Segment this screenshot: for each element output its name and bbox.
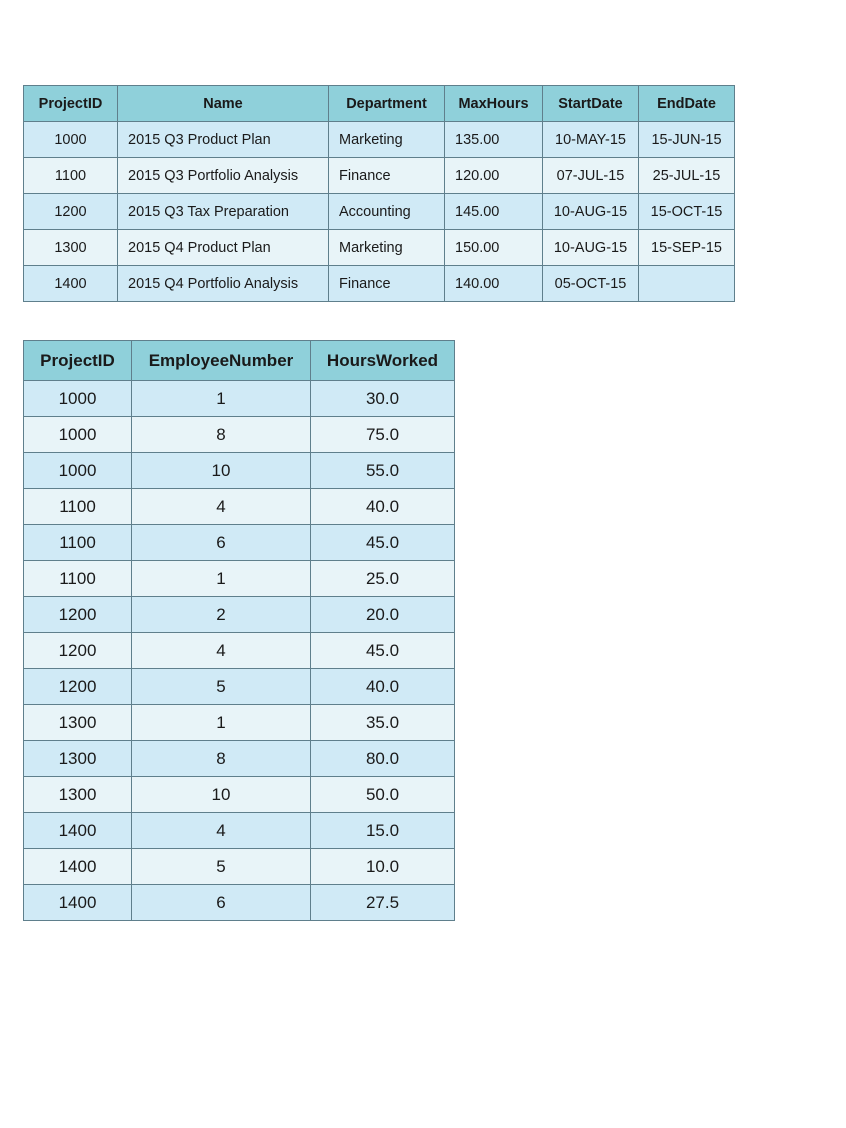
project-header-maxhours: MaxHours <box>445 86 543 122</box>
assignment-project-id-cell: 1300 <box>24 777 132 813</box>
table-row <box>24 453 455 489</box>
assignment-table <box>23 340 455 921</box>
hours-worked-cell: 20.0 <box>311 597 455 633</box>
assignment-header-hoursworked: HoursWorked <box>311 341 455 381</box>
table-row <box>24 417 455 453</box>
employee-number-cell: 4 <box>132 633 311 669</box>
project-table-header-row <box>24 86 735 122</box>
table-row <box>24 266 735 302</box>
max-hours-cell: 120.00 <box>445 158 543 194</box>
table-row <box>24 194 735 230</box>
assignment-project-id-cell: 1200 <box>24 597 132 633</box>
project-header-name: Name <box>118 86 329 122</box>
table-row <box>24 705 455 741</box>
start-date-cell: 07-JUL-15 <box>543 158 639 194</box>
table-row <box>24 122 735 158</box>
table-row <box>24 597 455 633</box>
max-hours-cell: 135.00 <box>445 122 543 158</box>
department-cell: Finance <box>329 266 445 302</box>
start-date-cell: 05-OCT-15 <box>543 266 639 302</box>
table-row <box>24 381 455 417</box>
assignment-project-id-cell: 1100 <box>24 489 132 525</box>
project-header-projectid: ProjectID <box>24 86 118 122</box>
project-id-cell: 1200 <box>24 194 118 230</box>
table-row <box>24 813 455 849</box>
department-cell: Finance <box>329 158 445 194</box>
assignment-project-id-cell: 1300 <box>24 741 132 777</box>
end-date-cell: 25-JUL-15 <box>639 158 735 194</box>
table-row <box>24 158 735 194</box>
assignment-project-id-cell: 1000 <box>24 453 132 489</box>
start-date-cell: 10-AUG-15 <box>543 230 639 266</box>
department-cell: Marketing <box>329 230 445 266</box>
project-table <box>23 85 735 302</box>
hours-worked-cell: 35.0 <box>311 705 455 741</box>
project-id-cell: 1300 <box>24 230 118 266</box>
project-name-cell: 2015 Q3 Tax Preparation <box>118 194 329 230</box>
assignment-project-id-cell: 1100 <box>24 561 132 597</box>
employee-number-cell: 1 <box>132 561 311 597</box>
department-cell: Accounting <box>329 194 445 230</box>
table-row <box>24 849 455 885</box>
employee-number-cell: 6 <box>132 525 311 561</box>
assignment-project-id-cell: 1300 <box>24 705 132 741</box>
assignment-header-employeenumber: EmployeeNumber <box>132 341 311 381</box>
employee-number-cell: 4 <box>132 813 311 849</box>
department-cell: Marketing <box>329 122 445 158</box>
project-name-cell: 2015 Q3 Portfolio Analysis <box>118 158 329 194</box>
assignment-project-id-cell: 1000 <box>24 381 132 417</box>
start-date-cell: 10-AUG-15 <box>543 194 639 230</box>
end-date-cell: 15-SEP-15 <box>639 230 735 266</box>
hours-worked-cell: 80.0 <box>311 741 455 777</box>
project-header-department: Department <box>329 86 445 122</box>
employee-number-cell: 8 <box>132 417 311 453</box>
table-row <box>24 561 455 597</box>
hours-worked-cell: 25.0 <box>311 561 455 597</box>
employee-number-cell: 10 <box>132 777 311 813</box>
assignment-header-projectid: ProjectID <box>24 341 132 381</box>
table-row <box>24 489 455 525</box>
project-name-cell: 2015 Q4 Product Plan <box>118 230 329 266</box>
employee-number-cell: 10 <box>132 453 311 489</box>
table-row <box>24 230 735 266</box>
hours-worked-cell: 75.0 <box>311 417 455 453</box>
max-hours-cell: 150.00 <box>445 230 543 266</box>
hours-worked-cell: 55.0 <box>311 453 455 489</box>
project-name-cell: 2015 Q4 Portfolio Analysis <box>118 266 329 302</box>
project-header-enddate: EndDate <box>639 86 735 122</box>
assignment-project-id-cell: 1000 <box>24 417 132 453</box>
end-date-cell: 15-OCT-15 <box>639 194 735 230</box>
assignment-project-id-cell: 1400 <box>24 813 132 849</box>
assignment-project-id-cell: 1400 <box>24 885 132 921</box>
employee-number-cell: 8 <box>132 741 311 777</box>
employee-number-cell: 5 <box>132 849 311 885</box>
employee-number-cell: 4 <box>132 489 311 525</box>
table-row <box>24 885 455 921</box>
assignment-project-id-cell: 1200 <box>24 669 132 705</box>
max-hours-cell: 140.00 <box>445 266 543 302</box>
table-row <box>24 525 455 561</box>
hours-worked-cell: 45.0 <box>311 633 455 669</box>
hours-worked-cell: 27.5 <box>311 885 455 921</box>
max-hours-cell: 145.00 <box>445 194 543 230</box>
hours-worked-cell: 40.0 <box>311 669 455 705</box>
table-row <box>24 741 455 777</box>
assignment-project-id-cell: 1200 <box>24 633 132 669</box>
hours-worked-cell: 50.0 <box>311 777 455 813</box>
employee-number-cell: 1 <box>132 381 311 417</box>
project-name-cell: 2015 Q3 Product Plan <box>118 122 329 158</box>
start-date-cell: 10-MAY-15 <box>543 122 639 158</box>
end-date-cell: 15-JUN-15 <box>639 122 735 158</box>
hours-worked-cell: 15.0 <box>311 813 455 849</box>
table-row <box>24 777 455 813</box>
employee-number-cell: 6 <box>132 885 311 921</box>
project-header-startdate: StartDate <box>543 86 639 122</box>
hours-worked-cell: 40.0 <box>311 489 455 525</box>
hours-worked-cell: 45.0 <box>311 525 455 561</box>
assignment-project-id-cell: 1100 <box>24 525 132 561</box>
project-id-cell: 1100 <box>24 158 118 194</box>
end-date-cell <box>639 266 735 302</box>
assignment-project-id-cell: 1400 <box>24 849 132 885</box>
project-id-cell: 1400 <box>24 266 118 302</box>
table-row <box>24 633 455 669</box>
employee-number-cell: 5 <box>132 669 311 705</box>
employee-number-cell: 2 <box>132 597 311 633</box>
hours-worked-cell: 10.0 <box>311 849 455 885</box>
hours-worked-cell: 30.0 <box>311 381 455 417</box>
project-id-cell: 1000 <box>24 122 118 158</box>
assignment-table-header-row <box>24 341 455 381</box>
table-row <box>24 669 455 705</box>
employee-number-cell: 1 <box>132 705 311 741</box>
